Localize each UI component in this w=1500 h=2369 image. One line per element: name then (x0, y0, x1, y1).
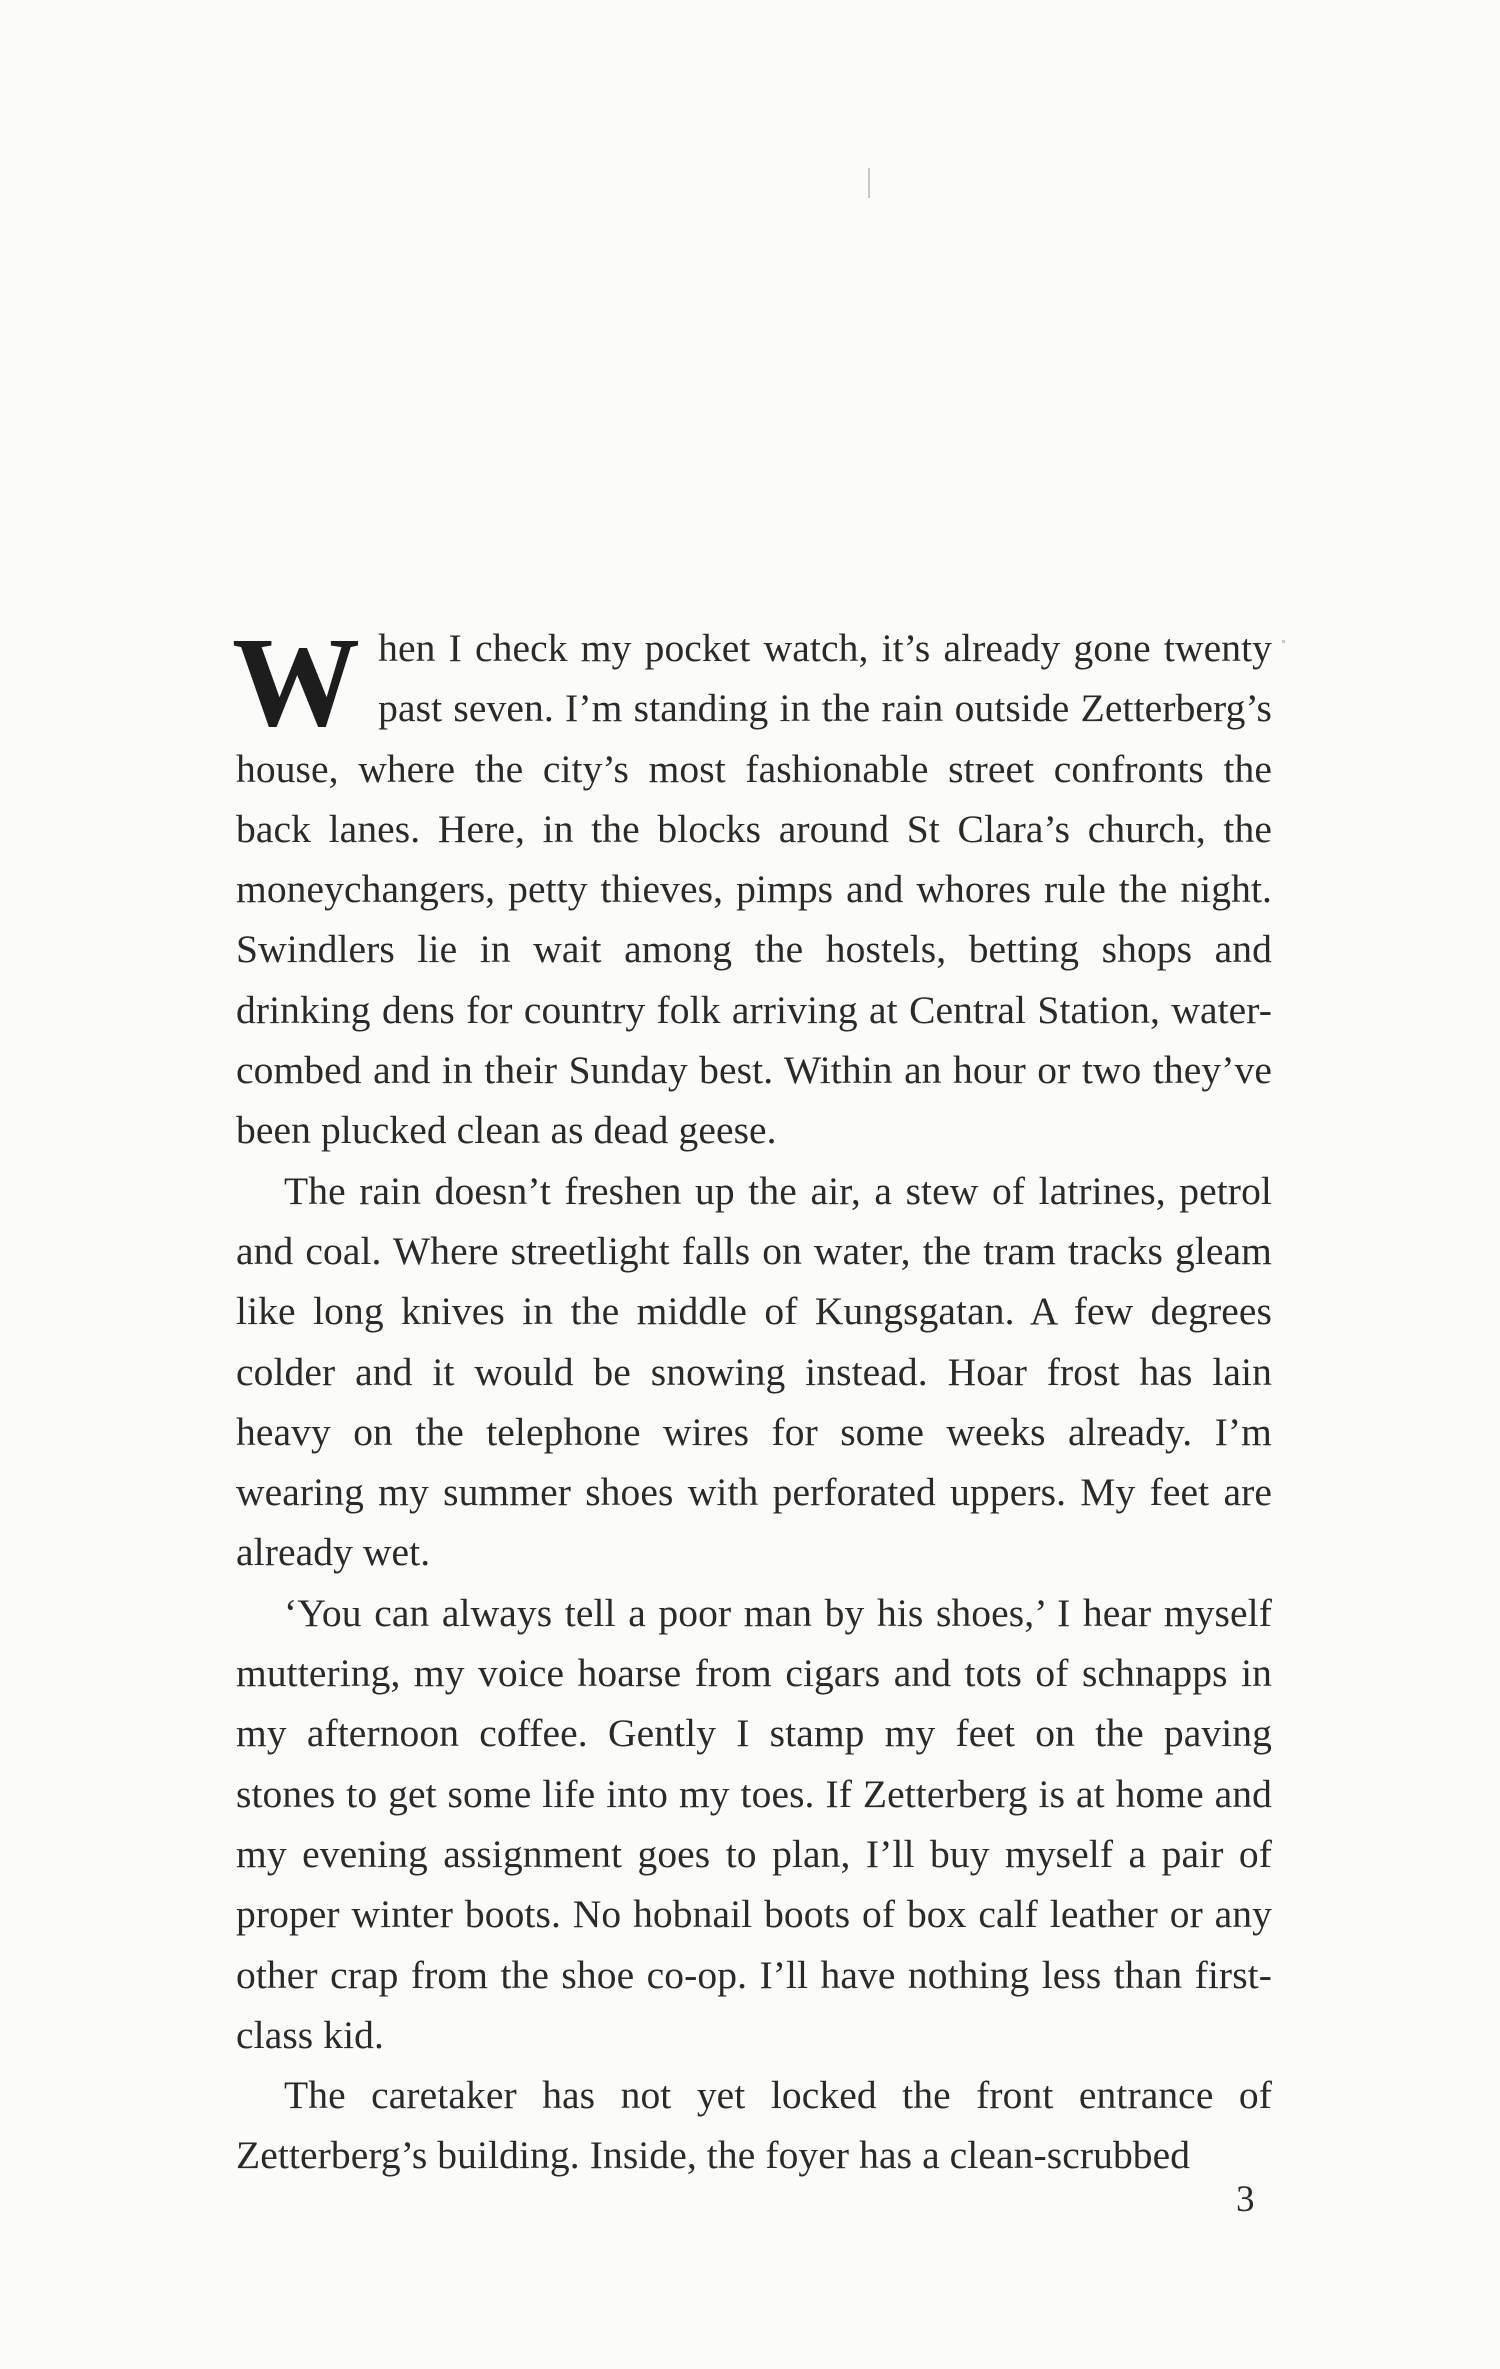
scan-speck (868, 168, 870, 198)
scan-speck (1282, 640, 1285, 643)
paragraph-1 (232, 611, 1272, 1161)
paragraph-1-text: hen I check my pocket watch, it’s already gone twenty past seven. I’m standing in the rain outside Zetterberg’s house, where the city’s most fashionable street confronts the back lanes. Here, in the blocks around St Clara’s church, the moneychangers, petty thieves, pimps and whores rule the night. Swindlers lie in wait among the hostels, betting shops and drinking dens for country folk arriving at Central Station, water-combed and in their Sunday best. Within an hour or two they’ve been plucked clean as dead geese. (236, 626, 1272, 1153)
paragraph-2: The rain doesn’t freshen up the air, a stew of latrines, petrol and coal. Where streetlight falls on water, the tram tracks gleam like long knives in the middle of Kungsgatan. A few degrees colder and it would be snowing instead. Hoar frost has lain heavy on the telephone wires for some weeks already. I’m wearing my summer shoes with perforated uppers. My feet are already wet. (236, 1168, 1272, 1575)
drop-cap: W (232, 611, 361, 753)
body-text (232, 611, 1272, 2186)
page-number: 3 (1236, 2179, 1255, 2220)
paragraph-4: The caretaker has not yet locked the front entrance of Zetterberg’s building. Inside, the foyer has a clean-scrubbed (236, 2073, 1272, 2178)
paragraph-3: ‘You can always tell a poor man by his shoes,’ I hear myself muttering, my voice hoarse from cigars and tots of schnapps in my afternoon coffee. Gently I stamp my feet on the paving stones to get some life into my toes. If Zetterberg is at home and my evening assignment goes to plan, I’ll buy myself a pair of proper winter boots. No hobnail boots of box calf leather or any other crap from the shoe co-op. I’ll have nothing less than first-class kid. (236, 1590, 1272, 2057)
